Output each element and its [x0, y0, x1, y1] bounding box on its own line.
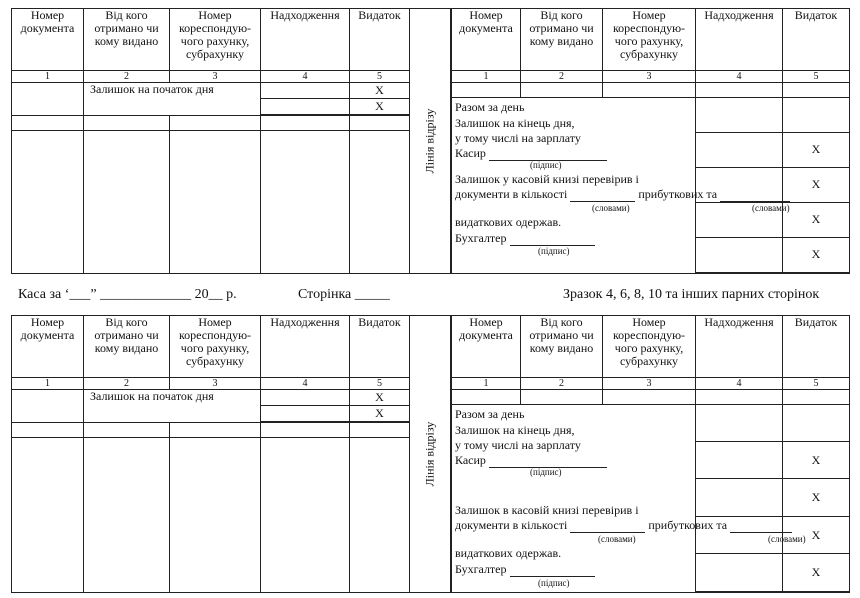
cashier-signature-hint: (підпис) — [530, 160, 562, 170]
in-words-hint: (словами) — [592, 203, 630, 213]
header-from-to: Від кого отримано чи кому видано — [84, 9, 170, 71]
cashier-row — [455, 453, 607, 468]
header-expense: Видаток — [783, 316, 850, 378]
x-mark: X — [350, 390, 409, 406]
cashier-signature-hint: (підпис) — [530, 467, 562, 477]
x-mark: X — [783, 202, 849, 237]
col-number-4: 4 — [696, 378, 783, 390]
col-number-3: 3 — [603, 378, 696, 390]
accountant-signature-hint: (підпис) — [538, 578, 570, 588]
col-number-5: 5 — [350, 71, 410, 83]
x-mark: X — [783, 237, 849, 272]
col-number-1: 1 — [452, 378, 521, 390]
x-mark: X — [783, 554, 849, 592]
page-number-line: Сторінка _____ — [298, 287, 390, 302]
summary-incl-salary: у тому числі на зарплату — [455, 131, 581, 145]
x-mark: X — [350, 406, 409, 422]
summary-checked: Залишок у касовій книзі перевірив і — [455, 172, 639, 186]
accountant-row — [455, 231, 595, 246]
docs-count-label: документи в кількості — [455, 187, 568, 201]
kasa-date-line: Каса за ‘___” _____________ 20__ р. — [18, 287, 237, 302]
col-number-5: 5 — [350, 378, 410, 390]
cut-line-label: Лінія відрізу — [422, 108, 437, 174]
header-from-to: Від кого отримано чи кому видано — [521, 316, 603, 378]
summary-total: Разом за день — [455, 407, 525, 421]
docs-count-row — [455, 187, 790, 202]
col-number-4: 4 — [696, 71, 783, 83]
accountant-label: Бухгалтер — [455, 231, 507, 245]
col-number-3: 3 — [170, 71, 261, 83]
outgoing-label: видаткових одержав. — [455, 215, 562, 229]
docs-count-row — [455, 518, 792, 533]
header-expense: Видаток — [350, 9, 410, 71]
balance-start-label: Залишок на початок дня — [84, 83, 261, 116]
in-words-hint: (словами) — [598, 534, 636, 544]
cut-line-strip — [409, 8, 451, 274]
col-number-1: 1 — [12, 378, 84, 390]
col-number-1: 1 — [452, 71, 521, 83]
in-words-hint: (словами) — [768, 534, 806, 544]
header-doc-number: Номер документа — [12, 9, 84, 71]
header-income: Надходження — [261, 316, 350, 378]
col-number-1: 1 — [12, 71, 84, 83]
header-income: Надходження — [261, 9, 350, 71]
accountant-label: Бухгалтер — [455, 562, 507, 576]
summary-incl-salary: у тому числі на зарплату — [455, 438, 581, 452]
header-account: Номер кореспондую-чого рахунку, субрахунку — [170, 316, 261, 378]
incoming-label: прибуткових та — [638, 187, 718, 201]
col-number-4: 4 — [261, 378, 350, 390]
x-mark: X — [783, 167, 849, 202]
cashier-row — [455, 146, 607, 161]
cashier-label: Касир — [455, 146, 486, 160]
accountant-signature-line — [510, 565, 595, 577]
x-mark: X — [350, 83, 409, 99]
header-doc-number: Номер документа — [12, 316, 84, 378]
sample-label: Зразок 4, 6, 8, 10 та інших парних сторінок — [563, 287, 820, 302]
header-account: Номер кореспондую-чого рахунку, субрахунку — [603, 9, 696, 71]
col-number-5: 5 — [783, 378, 850, 390]
cut-line-label: Лінія відрізу — [422, 421, 437, 487]
col-number-2: 2 — [521, 71, 603, 83]
header-income: Надходження — [696, 316, 783, 378]
header-account: Номер кореспондую-чого рахунку, субрахунку — [170, 9, 261, 71]
header-expense: Видаток — [350, 316, 410, 378]
header-income: Надходження — [696, 9, 783, 71]
col-number-2: 2 — [521, 378, 603, 390]
outgoing-label: видаткових одержав. — [455, 546, 562, 560]
summary-balance-end: Залишок на кінець дня, — [455, 423, 575, 437]
x-mark: X — [783, 132, 849, 167]
summary-total: Разом за день — [455, 100, 525, 114]
col-number-2: 2 — [84, 378, 170, 390]
accountant-signature-hint: (підпис) — [538, 246, 570, 256]
in-words-hint: (словами) — [752, 203, 790, 213]
accountant-signature-line — [510, 234, 595, 246]
accountant-row — [455, 562, 595, 577]
header-from-to: Від кого отримано чи кому видано — [84, 316, 170, 378]
header-doc-number: Номер документа — [452, 9, 521, 71]
col-number-2: 2 — [84, 71, 170, 83]
incoming-label: прибуткових та — [648, 518, 728, 532]
header-expense: Видаток — [783, 9, 850, 71]
summary-balance-end: Залишок на кінець дня, — [455, 116, 575, 130]
bottom-left-table — [11, 315, 409, 593]
x-mark: X — [783, 516, 849, 554]
balance-start-label: Залишок на початок дня — [84, 390, 261, 423]
x-mark: X — [783, 441, 849, 479]
docs-count-label: документи в кількості — [455, 518, 568, 532]
col-number-3: 3 — [170, 378, 261, 390]
header-doc-number: Номер документа — [452, 316, 521, 378]
header-account: Номер кореспондую-чого рахунку, субрахунку — [603, 316, 696, 378]
summary-checked: Залишок в касовій книзі перевірив і — [455, 503, 639, 517]
top-left-table — [11, 8, 409, 274]
cashier-label: Касир — [455, 453, 486, 467]
cut-line-strip — [409, 315, 451, 593]
header-from-to: Від кого отримано чи кому видано — [521, 9, 603, 71]
x-mark: X — [783, 479, 849, 517]
col-number-3: 3 — [603, 71, 696, 83]
col-number-5: 5 — [783, 71, 850, 83]
x-mark: X — [350, 99, 409, 115]
col-number-4: 4 — [261, 71, 350, 83]
